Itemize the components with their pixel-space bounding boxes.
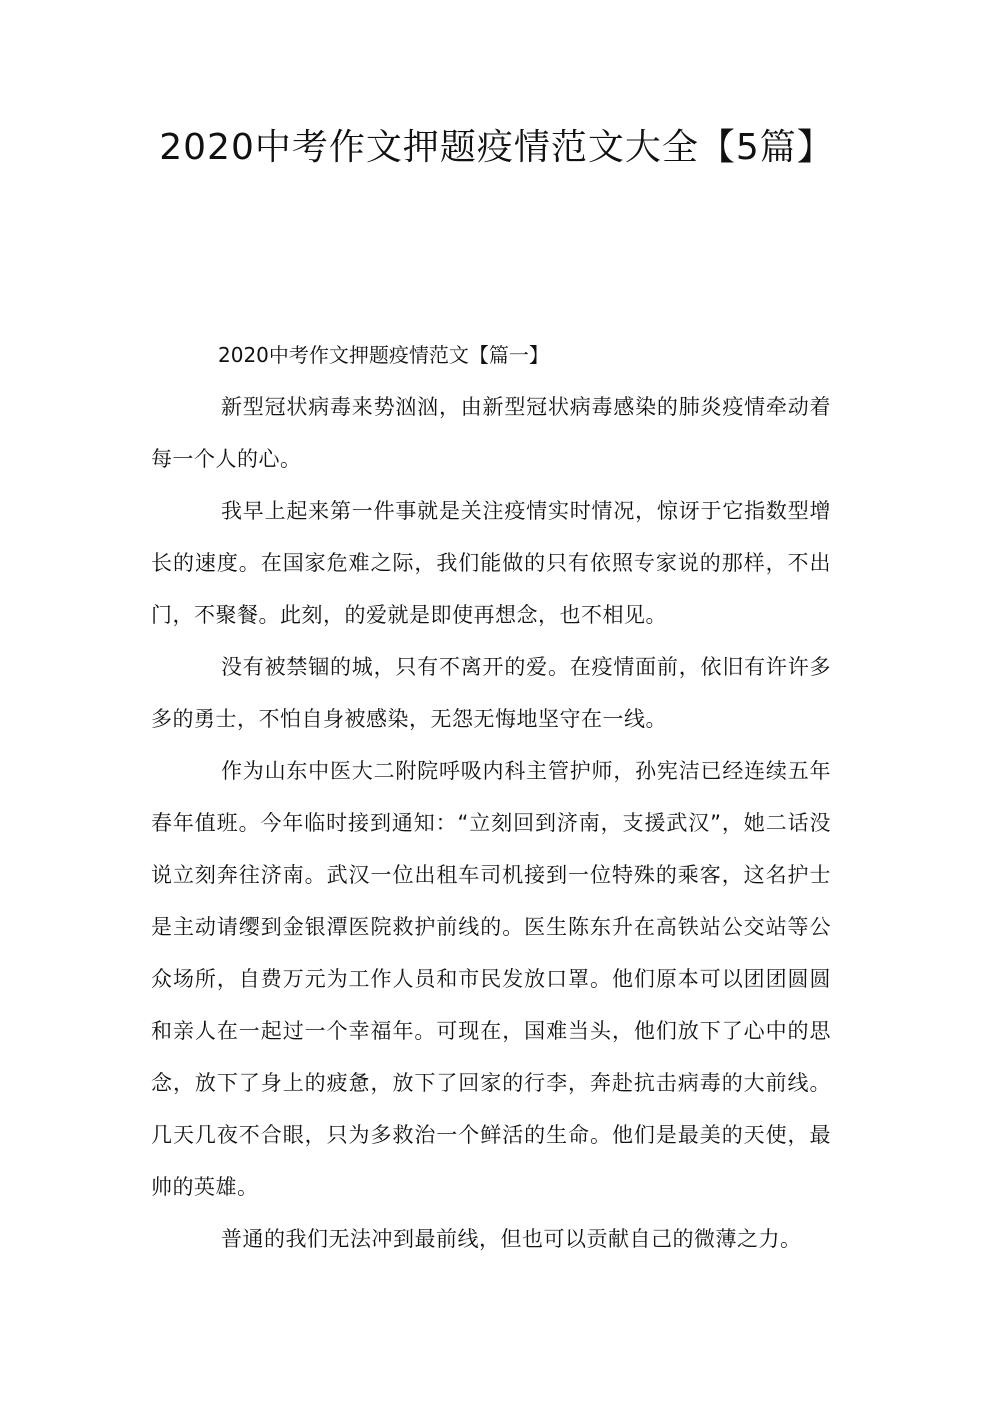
paragraph-1: 新型冠状病毒来势汹汹，由新型冠状病毒感染的肺炎疫情牵动着每一个人的心。 <box>151 395 831 471</box>
paragraph-5: 普通的我们无法冲到最前线，但也可以贡献自己的微薄之力。 <box>221 1227 802 1251</box>
document-title: 2020中考作文押题疫情范文大全【5篇】 <box>159 127 834 168</box>
document-body <box>151 329 831 1265</box>
paragraph-4: 作为山东中医大二附院呼吸内科主管护师，孙宪洁已经连续五年春年值班。今年临时接到通知：“立刻回到济南，支援武汉”，她二话没说立刻奔往济南。武汉一位出租车司机接到一位特殊的乘客，这名护士是主动请缨到金银潭医院救护前线的。医生陈东升在高铁站公交站等公众场所，自费万元为工作人员和市民发放口罩。他们原本可以团团圆圆和亲人在一起过一个幸福年。可现在，国难当头，他们放下了心中的思念，放下了身上的疲惫，放下了回家的行李，奔赴抗击病毒的大前线。几天几夜不合眼，只为多救治一个鲜活的生命。他们是最美的天使，最帅的英雄。 <box>151 759 831 1199</box>
paragraph-3: 没有被禁锢的城，只有不离开的爱。在疫情面前，依旧有许许多多的勇士，不怕自身被感染，无怨无悔地坚守在一线。 <box>151 655 831 731</box>
paragraph-2: 我早上起来第一件事就是关注疫情实时情况，惊讶于它指数型增长的速度。在国家危难之际，我们能做的只有依照专家说的那样，不出门，不聚餐。此刻，的爱就是即使再想念，也不相见。 <box>151 499 831 627</box>
section-heading: 2020中考作文押题疫情范文【篇一】 <box>218 343 549 367</box>
